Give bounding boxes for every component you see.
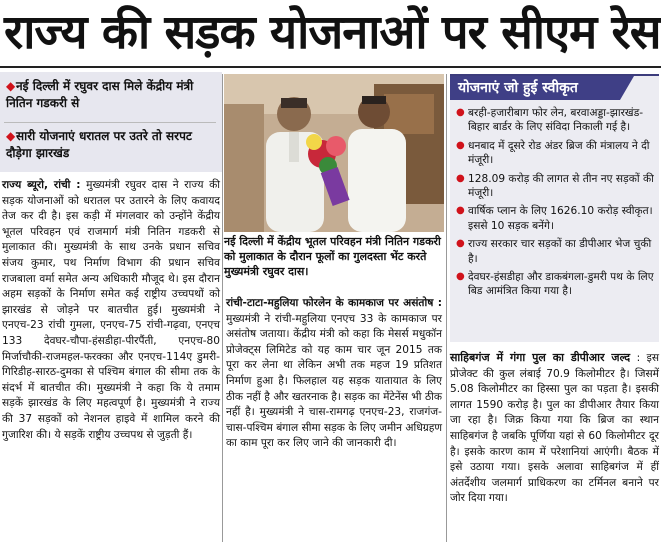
headline: राज्य की सड़क योजनाओं पर सीएम रेस	[4, 5, 661, 60]
circle-bullet-icon: ●	[456, 205, 465, 217]
middle-subhead: रांची-टाटा-महुलिया फोरलेन के कामकाज पर असंतोष :	[226, 297, 442, 309]
box-title-tail	[620, 76, 634, 100]
left-article-column	[2, 178, 220, 443]
middle-article-text: मुख्यमंत्री ने रांची-महुलिया एनएच 33 के कामकाज पर असंतोष जताया। केंद्रीय मंत्री को कहा कि मेसर्स मधुकॉन प्रोजेक्ट्स लिमिटेड को यह काम चार जून 2015 तक पूरा कर लेना था लेकिन अभी तक महज 19 प्रतिशत निर्माण हुआ है। फिलहाल यह सड़क यातायात के लिए ठीक नहीं है और खतरनाक है। सड़क का मेंटेनेंस भी ठीक नहीं है। मुख्यमंत्री ने चास-रामगढ़ एनएच-23, राजगंज-चास-पश्चिम बंगाल सीमा सड़क के लिए जमीन अधिग्रहण का काम पूरा कर लिए जाने की जानकारी दी।	[226, 312, 442, 450]
right-article-text: : इस प्रोजेक्ट की कुल लंबाई 70.9 किलोमीटर है। जिसमें 5.08 किलोमीटर का हिस्सा पुल का पड़ता है। इसकी लागत 1590 करोड़ है। पुल का डीपीआर तैयार किया जा रहा है। जिक्र किया गया कि ब्रिज का स्थान साहिबगंज है जबकि पूर्णिया यहां से 60 किलोमीटर दूर है। इसके कारण काम में परेशानियां आएंगी। बैठक में इसे उठाया गया। इसके अलावा साहिबगंज में हीं अंतर्देशीय जलमार्ग प्राधिकरण का टर्मिनल बनाने पर जोर दिया गया।	[450, 352, 659, 505]
right-subhead: साहिबगंज में गंगा पुल का डीपीआर जल्द	[450, 351, 631, 364]
list-item: ● देवघर-हंसडीहा और डाकबंगला-डुमरी पथ के लिए बिड आमंत्रित किया गया है।	[456, 271, 654, 298]
list-item: ● वार्षिक प्लान के लिए 1626.10 करोड़ स्वीकृत। इससे 10 सड़क बनेंगे।	[456, 205, 653, 232]
highlight-text: नई दिल्ली में रघुवर दास मिले केंद्रीय मंत्री नितिन गडकरी से	[6, 79, 194, 110]
highlight-divider	[4, 122, 216, 123]
circle-bullet-icon: ●	[456, 271, 465, 283]
column-divider	[446, 74, 447, 542]
diamond-bullet-icon: ◆	[6, 79, 16, 93]
list-item: ● धनबाद में दूसरे रोड अंडर ब्रिज की मंत्रालय ने दी मंजूरी।	[456, 139, 650, 167]
highlight-item	[6, 128, 218, 162]
list-item: ● बरही-हजारीबाग फोर लेन, बरवाअड्डा-झारखंड-बिहार बार्डर के लिए संविदा निकाली गई है।	[456, 107, 644, 134]
column-divider	[222, 74, 223, 542]
photo-caption: नई दिल्ली में केंद्रीय भूतल परिवहन मंत्री नितिन गडकरी को मुलाकात के दौरान फूलों का गुलदस्ता भेंट करते मुख्यमंत्री रघुवर दास।	[224, 235, 441, 278]
circle-bullet-icon: ●	[456, 107, 465, 118]
news-photo	[224, 74, 444, 232]
highlight-item	[6, 78, 218, 112]
middle-article-column	[226, 296, 442, 452]
list-item: ● 128.09 करोड़ की लागत से तीन नए सड़कों की मंजूरी।	[456, 172, 654, 200]
approved-schemes-box	[450, 74, 659, 342]
highlights-box	[0, 72, 222, 172]
circle-bullet-icon: ●	[456, 238, 465, 250]
meeting-photo-illustration	[224, 74, 444, 232]
circle-bullet-icon: ●	[456, 139, 465, 151]
list-item: ● राज्य सरकार चार सड़कों का डीपीआर भेज चुकी है।	[456, 238, 652, 265]
box-title: योजनाएं जो हुई स्वीकृत	[450, 76, 620, 100]
headline-rule	[0, 66, 661, 68]
approved-schemes-list	[456, 106, 654, 303]
circle-bullet-icon: ●	[456, 172, 465, 184]
left-article-text: मुख्यमंत्री रघुवर दास ने राज्य की सड़क योजनाओं को धरातल पर उतारने के लिए कवायद तेज कर दी है। इस कड़ी में मंगलवार को उन्होंने केंद्रीय भूतल परिवहन एवं राजमार्ग मंत्री नितिन गडकरी से मुलाकात की। मुख्यमंत्री के साथ उनके प्रधान सचिव संजय कुमार, पथ निर्माण विभाग की प्रधान सचिव राजबाला वर्मा समेत अन्य अधिकारी मौजूद थे। इस दौरान अहम सड़कों के निर्माण समेत कई राष्ट्रीय उच्चपथों को झारखंड से जोड़ने पर बातचीत हुई। मुख्यमंत्री ने एनएच-23 रांची गुमला, एनएच-75 रांची-गढ़वा, एनएच 133 देवघर-चौपा-हंसडीहा-पीरपैंती, एनएच-80 मिर्जाचौकी-राजमहल-फरक्का और एनएच-114ए डुमरी-गिरिडीह-सारठ-दुमका से पश्चिम बंगाल की सीमा तक के संदर्भ में बातचीत की। मुख्यमंत्री ने कहा कि ये तमाम सड़कें झारखंड के लिए महत्वपूर्ण है। मुख्यमंत्री ने राज्य की 37 सड़कों को नेशनल हाइवे में शामिल करने की गुजारिश की। ये सड़कें राष्ट्रीय उच्चपथ से जुड़ती हैं।	[2, 179, 220, 441]
right-article-column	[450, 350, 659, 507]
diamond-bullet-icon: ◆	[6, 129, 16, 143]
dateline: राज्य ब्यूरो, रांची :	[2, 179, 81, 191]
highlight-text: सारी योजनाएं धरातल पर उतरे तो सरपट दौड़ेगा झारखंड	[6, 129, 192, 160]
